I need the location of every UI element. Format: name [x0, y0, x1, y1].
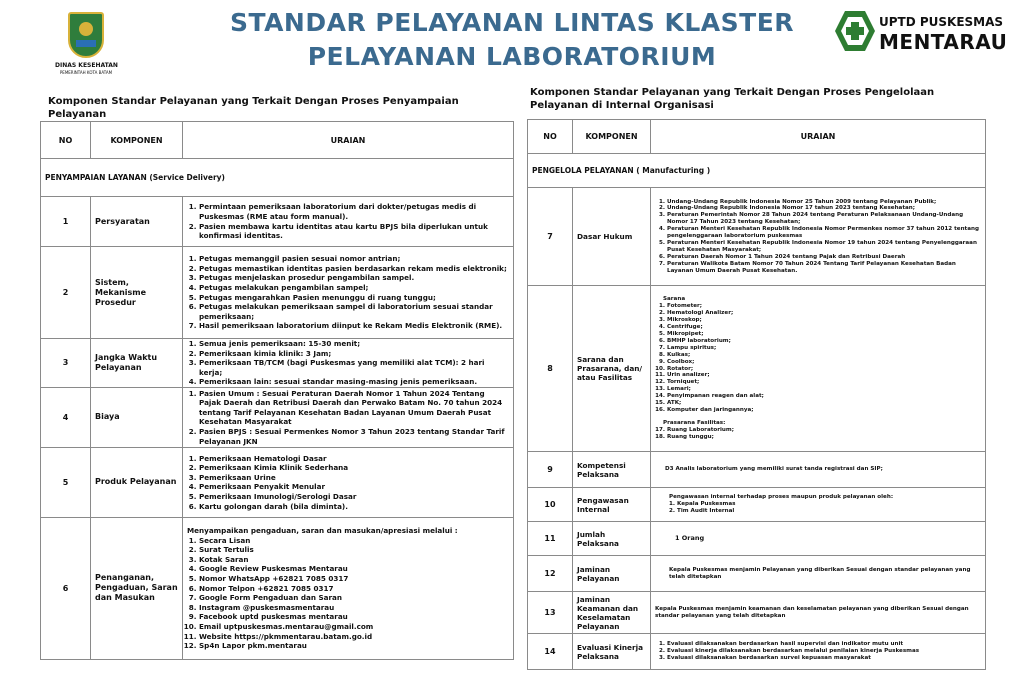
list-item: 5. Peraturan Menteri Kesehatan Republik Indonesia Nomor 19 tahun 2024 tentang Penyelenggaraan Pusat Kesehatan Masyarakat; [667, 240, 981, 254]
list-item: 3. Evaluasi dilaksanakan berdasarkan survei kepuasan masyarakat [667, 655, 981, 662]
sarana-label: Sarana [663, 296, 686, 303]
list-item: 12. Torniquet; [667, 379, 981, 386]
row-komponen: Jaminan Pelayanan [573, 556, 651, 592]
list-item: 2. Tim Audit Internal [677, 508, 981, 515]
logo-left-text: DINAS KESEHATAN [55, 62, 118, 69]
row-intro: Pengawasan internal terhadap proses maupun produk pelayanan oleh: [669, 494, 894, 501]
list-item: 4. Pemeriksaan Penyakit Menular [199, 482, 509, 492]
row-komponen: Sarana dan Prasarana, dan/ atau Fasilitas [573, 286, 651, 452]
row-komponen: Penanganan, Pengaduan, Saran dan Masukan [91, 517, 183, 659]
list-item: 2. Pasien membawa kartu identitas atau kartu BPJS bila diperlukan untuk konfirmasi identitas. [199, 222, 509, 241]
list-item: 1. Undang-Undang Republik Indonesia Nomor 25 Tahun 2009 tentang Pelayanan Publik; [667, 199, 981, 206]
section-title: PENYAMPAIAN LAYANAN (Service Delivery) [41, 159, 514, 197]
list-item: 6. BMHP laboratorium; [667, 338, 981, 345]
header-uraian: URAIAN [183, 122, 514, 159]
list-item: 1. Pasien Umum : Sesuai Peraturan Daerah Nomor 1 Tahun 2024 Tentang Pajak Daerah dan Retribusi Daerah dan Perwako Batam No. 70 tahun 2024 tentang Tarif Pelayanan Kesehatan Badan Layanan Umum Daerah Pusat Kesehatan Masyarakat [199, 389, 509, 427]
row-uraian [651, 488, 986, 522]
puskesmas-logo [835, 11, 1024, 55]
left-subheading: Komponen Standar Pelayanan yang Terkait Dengan Proses Penyampaian Pelayanan [48, 96, 459, 120]
list-item: 12. Sp4n Lapor pkm.mentarau [199, 641, 509, 651]
section-title: PENGELOLA PELAYANAN ( Manufacturing ) [528, 154, 986, 188]
header-uraian: URAIAN [651, 120, 986, 154]
header-komponen: KOMPONEN [573, 120, 651, 154]
header-no: NO [528, 120, 573, 154]
list-item: 13. Lemari; [667, 386, 981, 393]
row-no: 9 [528, 452, 573, 488]
internal-management-table [527, 119, 986, 670]
list-item: 1. Semua jenis pemeriksaan: 15-30 menit; [199, 339, 509, 349]
row-uraian [183, 247, 514, 339]
list-item: 10. Email uptpuskesmas.mentarau@gmail.com [199, 622, 509, 632]
row-no: 10 [528, 488, 573, 522]
table-row [41, 247, 514, 339]
table-header-row [528, 120, 986, 154]
list-item: 11. Website https://pkmmentarau.batam.go.id [199, 632, 509, 642]
list-item: 5. Mikropipet; [667, 331, 981, 338]
row-uraian [651, 634, 986, 670]
table-row [528, 634, 986, 670]
row-no: 13 [528, 592, 573, 634]
list-item: 5. Pemeriksaan Imunologi/Serologi Dasar [199, 492, 509, 502]
list-item: 4. Pemeriksaan lain: sesuai standar masing-masing jenis pemeriksaan. [199, 377, 509, 387]
list-item: 3. Peraturan Pemerintah Nomor 28 Tahun 2024 tentang Peraturan Pelaksanaan Undang-Undang Nomor 17 Tahun 2023 tentang Kesehatan; [667, 212, 981, 226]
list-item: 2. Pemeriksaan Kimia Klinik Sederhana [199, 463, 509, 473]
right-subheading: Komponen Standar Pelayanan yang Terkait Dengan Proses Pengelolaan Pelayanan di Internal Organisasi [530, 87, 935, 111]
logo-right-line2: MENTARAU [879, 30, 1008, 54]
logo-right-line1: UPTD PUSKESMAS [879, 15, 1004, 29]
list-item: 2. Pemeriksaan kimia klinik: 3 Jam; [199, 349, 509, 359]
table-row [528, 522, 986, 556]
row-intro: Menyampaikan pengaduan, saran dan masukan/apresiasi melalui : [187, 526, 458, 536]
list-item: 6. Petugas melakukan pemeriksaan sampel di laboratorium sesuai standar pemeriksaan; [199, 302, 509, 321]
table-row [41, 387, 514, 447]
row-komponen: Jaminan Keamanan dan Keselamatan Pelayanan [573, 592, 651, 634]
row-no: 4 [41, 387, 91, 447]
table-row [41, 339, 514, 388]
list-item: 3. Pemeriksaan Urine [199, 473, 509, 483]
list-item: 2. Pasien BPJS : Sesuai Permenkes Nomor 3 Tahun 2023 tentang Standar Tarif Pelayanan JKN [199, 427, 509, 446]
table-row [528, 488, 986, 522]
row-komponen: Evaluasi Kinerja Pelaksana [573, 634, 651, 670]
logo-left-subtext: PEMERINTAH KOTA BATAM [59, 70, 113, 75]
list-item: 1. Secara Lisan [199, 536, 509, 546]
list-item: 17. Ruang Laboratorium; [667, 427, 981, 434]
list-item: 8. Instagram @puskesmasmentarau [199, 603, 509, 613]
row-no: 1 [41, 197, 91, 247]
table-row [41, 197, 514, 247]
row-no: 8 [528, 286, 573, 452]
table-header-row [41, 122, 514, 159]
table-row [41, 447, 514, 517]
row-uraian [183, 447, 514, 517]
page-title-line2: PELAYANAN LABORATORIUM [307, 42, 717, 71]
list-item: 6. Peraturan Daerah Nomor 1 Tahun 2024 tentang Pajak dan Retribusi Daerah [667, 254, 981, 261]
row-no: 12 [528, 556, 573, 592]
page-title-line1: STANDAR PELAYANAN LINTAS KLASTER [229, 8, 795, 37]
list-item: 7. Lampu spiritus; [667, 345, 981, 352]
row-uraian [183, 517, 514, 659]
list-item: 6. Kartu golongan darah (bila diminta). [199, 502, 509, 512]
section-row [528, 154, 986, 188]
header-komponen: KOMPONEN [91, 122, 183, 159]
list-item: 2. Surat Tertulis [199, 545, 509, 555]
list-item: 3. Mikroskop; [667, 317, 981, 324]
table-row [41, 517, 514, 659]
list-item: 1. Fotometer; [667, 303, 981, 310]
row-uraian [651, 188, 986, 286]
list-item: 1. Evaluasi dilaksanakan berdasarkan hasil supervisi dan indikator mutu unit [667, 641, 981, 648]
row-komponen: Sistem, Mekanisme Prosedur [91, 247, 183, 339]
row-no: 3 [41, 339, 91, 388]
table-row [528, 188, 986, 286]
list-item: 2. Evaluasi kinerja dilaksanakan berdasarkan melalui penilaian kinerja Puskesmas [667, 648, 981, 655]
list-item: 9. Facebook uptd puskesmas mentarau [199, 612, 509, 622]
list-item: 15. ATK; [667, 400, 981, 407]
row-uraian [651, 286, 986, 452]
list-item: 7. Hasil pemeriksaan laboratorium diinput ke Rekam Medis Elektronik (RME). [199, 321, 509, 331]
list-item: 16. Komputer dan jaringannya; [667, 407, 981, 414]
list-item: 7. Google Form Pengaduan dan Saran [199, 593, 509, 603]
list-item: 10. Rotator; [667, 366, 981, 373]
table-row [528, 286, 986, 452]
table-row [528, 592, 986, 634]
row-uraian [183, 339, 514, 388]
row-komponen: Jumlah Pelaksana [573, 522, 651, 556]
list-item: 14. Penyimpanan reagen dan alat; [667, 393, 981, 400]
list-item: 1. Petugas memanggil pasien sesuai nomor antrian; [199, 254, 509, 264]
list-item: 4. Google Review Puskesmas Mentarau [199, 564, 509, 574]
list-item: 5. Petugas mengarahkan Pasien menunggu di ruang tunggu; [199, 293, 509, 303]
row-uraian: Kepala Puskesmas menjamin keamanan dan keselamatan pelayanan yang diberikan Sesuai dengan standar pelayanan yang telah ditetapkan [651, 592, 986, 634]
list-item: 8. Kulkas; [667, 352, 981, 359]
list-item: 5. Nomor WhatsApp +62821 7085 0317 [199, 574, 509, 584]
row-no: 5 [41, 447, 91, 517]
list-item: 4. Petugas melakukan pengambilan sampel; [199, 283, 509, 293]
list-item: 3. Pemeriksaan TB/TCM (bagi Puskesmas yang memiliki alat TCM): 2 hari kerja; [199, 358, 509, 377]
row-uraian: Kepala Puskesmas menjamin Pelayanan yang diberikan Sesuai dengan standar pelayanan yang telah ditetapkan [651, 556, 986, 592]
table-row [528, 452, 986, 488]
list-item: 18. Ruang tunggu; [667, 434, 981, 441]
list-item: 2. Hematologi Analizer; [667, 310, 981, 317]
row-komponen: Kompetensi Pelaksana [573, 452, 651, 488]
list-item: 6. Nomor Telpon +62821 7085 0317 [199, 584, 509, 594]
list-item: 1. Permintaan pemeriksaan laboratorium dari dokter/petugas medis di Puskesmas (RME atau form manual). [199, 202, 509, 221]
list-item: 1. Pemeriksaan Hematologi Dasar [199, 454, 509, 464]
row-komponen: Jangka Waktu Pelayanan [91, 339, 183, 388]
row-no: 2 [41, 247, 91, 339]
row-no: 6 [41, 517, 91, 659]
row-uraian [183, 197, 514, 247]
list-item: 4. Peraturan Menteri Kesehatan Republik Indonesia Nomor Permenkes nomor 37 tahun 2012 tentang pengelenggaraan laboratorium puskesmas [667, 226, 981, 240]
header-no: NO [41, 122, 91, 159]
list-item: 11. Urin analizer; [667, 372, 981, 379]
row-uraian: 1 Orang [651, 522, 986, 556]
list-item: 1. Kepala Puskesmas [677, 501, 981, 508]
list-item: 2. Petugas memastikan identitas pasien berdasarkan rekam medis elektronik; [199, 264, 509, 274]
row-uraian [183, 387, 514, 447]
section-row [41, 159, 514, 197]
table-row [528, 556, 986, 592]
prasarana-label: Prasarana Fasilitas: [663, 419, 726, 426]
list-item: 7. Peraturan Walikota Batam Nomor 70 Tahun 2024 Tentang Tarif Pelayanan Kesehatan Badan Layanan Umum Daerah Pusat Kesehatan. [667, 261, 981, 275]
row-komponen: Produk Pelayanan [91, 447, 183, 517]
list-item: 3. Kotak Saran [199, 555, 509, 565]
row-no: 14 [528, 634, 573, 670]
row-komponen: Biaya [91, 387, 183, 447]
list-item: 4. Centrifuge; [667, 324, 981, 331]
row-komponen: Persyaratan [91, 197, 183, 247]
row-no: 7 [528, 188, 573, 286]
service-delivery-table [40, 121, 514, 660]
list-item: 9. Coolbox; [667, 359, 981, 366]
row-komponen: Pengawasan Internal [573, 488, 651, 522]
row-komponen: Dasar Hukum [573, 188, 651, 286]
list-item: 3. Petugas menjelaskan prosedur pengambilan sampel. [199, 273, 509, 283]
list-item: 2. Undang-Undang Republik Indonesia Nomor 17 tahun 2023 tentang Kesehatan; [667, 205, 981, 212]
row-no: 11 [528, 522, 573, 556]
row-uraian: D3 Analis laboratorium yang memiliki surat tanda registrasi dan SIP; [651, 452, 986, 488]
